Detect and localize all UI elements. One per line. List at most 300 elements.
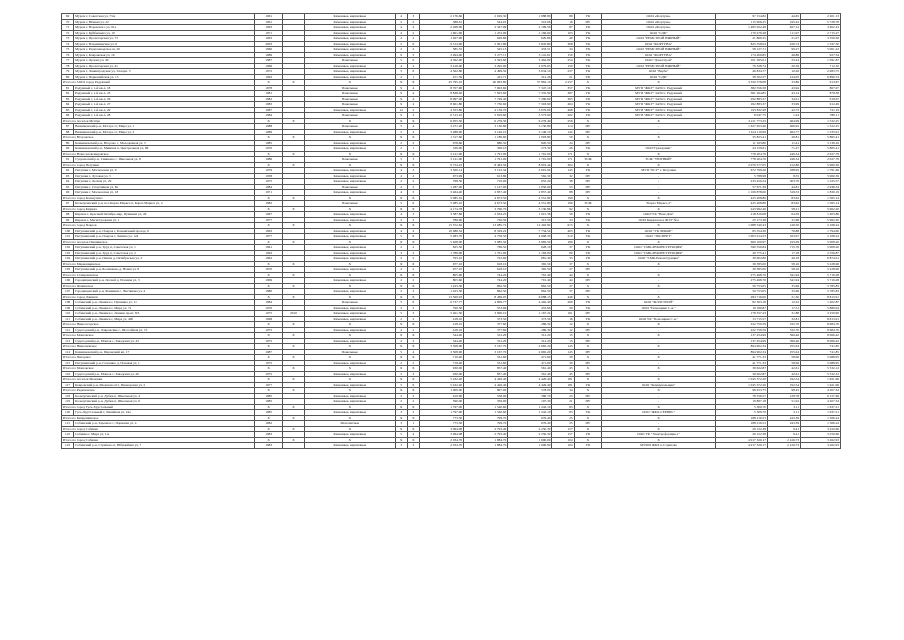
- subtotal-label: Итого по поселок Пекшинское: [62, 239, 255, 245]
- cell-residential-area: 3 167.70: [464, 349, 508, 355]
- cell-management-type: ИУ: [574, 173, 602, 179]
- cell-private-area: 701.40: [508, 278, 552, 284]
- cell-repair-cost: 5 309.70: [715, 404, 767, 410]
- cell-entrances: 2: [407, 36, 419, 42]
- subtotal-label: Итого по Новоселовскидовское: [62, 151, 255, 157]
- cell-management-company: ООО «Фортуна»: [602, 25, 716, 31]
- cell-max-cost-per-sqm: 5 228.06: [801, 261, 841, 267]
- cell-management-company: ООО «Фортуна»: [602, 14, 716, 20]
- cell-year-reconstructed: X: [282, 404, 304, 410]
- cell-total-area: 418.10: [419, 316, 463, 322]
- cell-row-number: 121: [62, 421, 74, 427]
- cell-wall-material: Каменные, кирпичные: [305, 278, 396, 284]
- cell-management-company: X: [602, 322, 716, 328]
- cell-max-cost-per-sqm: 5 088.95: [801, 360, 841, 366]
- cell-total-area: 2 268.00: [419, 25, 463, 31]
- cell-private-area: 862.50: [508, 283, 552, 289]
- cell-address: Судогодский р-н, Мошок с, Заводская ул, 26: [74, 371, 255, 377]
- cell-total-area: 10 086.52: [419, 228, 463, 234]
- cell-entrances: 2: [407, 107, 419, 113]
- cell-management-type: УК: [574, 52, 602, 58]
- cell-total-area: 4 562.80: [419, 69, 463, 75]
- subtotal-label: Итого по ЗАТО город Радужный: [62, 80, 255, 86]
- cell-management-company: ООО "ФОРТУНА": [602, 52, 716, 58]
- cell-repair-cost: 1 988 540.43: [715, 223, 767, 229]
- cell-floors: 2: [395, 256, 407, 262]
- cell-residents: 16: [552, 19, 574, 25]
- cell-total-area: 3 094.98: [419, 432, 463, 438]
- cell-year-built: X: [255, 294, 283, 300]
- cell-management-type: УК: [574, 107, 602, 113]
- cell-management-company: X: [602, 294, 716, 300]
- cell-management-type: УК: [574, 85, 602, 91]
- cell-cost-per-sqm: 21.30: [767, 294, 800, 300]
- cell-cost-per-sqm: 21.07: [767, 36, 800, 42]
- cell-total-area: 930.00: [419, 371, 463, 377]
- cell-total-area: 8 601.80: [419, 102, 463, 108]
- cell-residents: 12: [552, 327, 574, 333]
- cell-address: Петушки г, Луговая ул, 5: [74, 173, 255, 179]
- cell-row-number: 81: [62, 85, 74, 91]
- cell-management-company: ООО"Гражданин": [602, 146, 716, 152]
- cell-cost-per-sqm: 43.14: [767, 91, 800, 97]
- cell-total-area: 1 789.90: [419, 250, 463, 256]
- cell-cost-per-sqm: 193.09: [767, 239, 800, 245]
- subtotal-label: Итого по Мошокское: [62, 366, 255, 372]
- cell-row-number: 84: [62, 102, 74, 108]
- cell-floors: X: [395, 415, 407, 421]
- cell-max-cost-per-sqm: 1 547.50: [801, 41, 841, 47]
- cell-cost-per-sqm: 124.05: [767, 74, 800, 80]
- cell-total-area: 3 121.00: [419, 151, 463, 157]
- cell-address: Собинский р-н, Стрипово п, Юбилейная ул, 7: [74, 443, 255, 449]
- cell-max-cost-per-sqm: 5 865.41: [801, 146, 841, 152]
- cell-max-cost-per-sqm: 3 259.90: [801, 311, 841, 317]
- cell-entrances: 4: [407, 102, 419, 108]
- cell-year-built: 1987: [255, 107, 283, 113]
- cell-total-area: 4 553.80: [419, 107, 463, 113]
- cell-total-area: 3 094.98: [419, 426, 463, 432]
- cell-management-company: -: [602, 140, 716, 146]
- cell-entrances: 4: [407, 96, 419, 102]
- cell-year-built: X: [255, 377, 283, 383]
- cell-total-area: 805.60: [419, 278, 463, 284]
- cell-residents: 16: [552, 316, 574, 322]
- cell-management-type: X: [574, 135, 602, 141]
- subtotal-label: Итого по город Киржач: [62, 206, 255, 212]
- cell-management-type: ИУ: [574, 124, 602, 130]
- cell-management-company: ООО "РЕМСТРОЙ ЮЖНЫЙ": [602, 36, 716, 42]
- cell-year-built: X: [255, 415, 283, 421]
- cell-entrances: X: [407, 322, 419, 328]
- cell-entrances: X: [407, 223, 419, 229]
- cell-row-number: 78: [62, 63, 74, 69]
- cell-year-built: 1963: [255, 25, 283, 31]
- cell-management-type: X: [574, 118, 602, 124]
- cell-year-built: 1983: [255, 443, 283, 449]
- cell-residential-area: 897.00: [464, 388, 508, 394]
- cell-max-cost-per-sqm: 3 250.66: [801, 432, 841, 438]
- cell-wall-material: Каменные, кирпичные: [305, 399, 396, 405]
- cell-total-area: 5 085.10: [419, 201, 463, 207]
- cell-total-area: 5 083.70: [419, 234, 463, 240]
- cell-residential-area: 8 469.05: [464, 294, 508, 300]
- cell-address: Муром г, Советская ул, 73А: [74, 14, 255, 20]
- cell-repair-cost: 1 485 022.49: [715, 25, 767, 31]
- cell-private-area: 273.30: [508, 146, 552, 152]
- cell-residential-area: 769.50: [464, 245, 508, 251]
- cell-total-area: 3 494.00: [419, 52, 463, 58]
- cell-management-company: МУП "ЖКУ" ЗАТО г. Радужный: [602, 91, 716, 97]
- cell-total-area: 930.00: [419, 366, 463, 372]
- cell-wall-material: Каменные, кирпичные: [305, 360, 396, 366]
- cell-residents: 37: [552, 261, 574, 267]
- cell-private-area: 655.20: [508, 179, 552, 185]
- cell-max-cost-per-sqm: 5 719.28: [801, 272, 841, 278]
- cell-repair-cost: 101 365.01: [715, 58, 767, 64]
- cell-max-cost-per-sqm: 5 008.20: [801, 245, 841, 251]
- cell-residential-area: 4 673.50: [464, 195, 508, 201]
- cell-total-area: 3 508.90: [419, 344, 463, 350]
- cell-residents: 256: [552, 118, 574, 124]
- cell-private-area: 2 665.20: [508, 344, 552, 350]
- cell-management-type: X: [574, 272, 602, 278]
- cell-floors: X: [395, 283, 407, 289]
- cell-cost-per-sqm: 3.11: [767, 404, 800, 410]
- cell-total-area: 1 027.90: [419, 36, 463, 42]
- cell-entrances: X: [407, 80, 419, 86]
- cell-private-area: 681.40: [508, 256, 552, 262]
- cell-repair-cost: 1 903 014.53: [715, 234, 767, 240]
- cell-row-number: 98: [62, 212, 74, 218]
- cell-residents: 45: [552, 371, 574, 377]
- cell-management-company: МУП "ЖКУ" ЗАТО г. Радужный: [602, 102, 716, 108]
- cell-entrances: 4: [407, 228, 419, 234]
- cell-entrances: 4: [407, 349, 419, 355]
- cell-total-area: 9 754.22: [419, 162, 463, 168]
- cell-entrances: 2: [407, 250, 419, 256]
- cell-wall-material: Панельные: [305, 96, 396, 102]
- cell-address: Муром г, Ленинградская ул, 34 корп. 5: [74, 69, 255, 75]
- cell-private-area: 2 250.30: [508, 426, 552, 432]
- cell-residential-area: 1 540.60: [464, 404, 508, 410]
- cell-year-built: 1987: [255, 349, 283, 355]
- cell-repair-cost: 82 303.18: [715, 300, 767, 306]
- cell-entrances: 4: [407, 63, 419, 69]
- cell-floors: X: [395, 239, 407, 245]
- cell-year-reconstructed: X: [282, 333, 304, 339]
- cell-residents: 161: [552, 311, 574, 317]
- cell-year-built: X: [255, 322, 283, 328]
- cell-total-area: 2 034.70: [419, 443, 463, 449]
- cell-year-reconstructed: X: [282, 366, 304, 372]
- cell-repair-cost: 8 047.75: [715, 113, 767, 119]
- cell-year-built: 2003: [255, 41, 283, 47]
- cell-year-built: 1982: [255, 421, 283, 427]
- cell-max-cost-per-sqm: 6 874.01: [801, 256, 841, 262]
- cell-management-type: X: [574, 366, 602, 372]
- cell-management-company: -: [602, 360, 716, 366]
- cell-management-type: УК: [574, 146, 602, 152]
- cell-management-company: X: [602, 195, 716, 201]
- cell-cost-per-sqm: 98.45: [767, 388, 800, 394]
- cell-max-cost-per-sqm: 1 791.66: [801, 168, 841, 174]
- cell-total-area: 6 737.77: [419, 300, 463, 306]
- cell-floors: 2: [395, 140, 407, 146]
- cell-wall-material: Каменные, кирпичные: [305, 69, 396, 75]
- cell-residents: 199: [552, 195, 574, 201]
- cell-residential-area: 4 809.77: [464, 300, 508, 306]
- cell-year-built: 1972: [255, 69, 283, 75]
- cell-year-built: 1958: [255, 173, 283, 179]
- cell-cost-per-sqm: 26.81: [767, 135, 800, 141]
- cell-address: Петушинский р-н, Покров г, Ленина ул, 124: [74, 234, 255, 240]
- cell-cost-per-sqm: 3.11: [767, 410, 800, 416]
- cell-residential-area: 415.71: [464, 74, 508, 80]
- cell-floors: X: [395, 294, 407, 300]
- cell-management-type: УК: [574, 382, 602, 388]
- cell-wall-material: Каменные, кирпичные: [305, 393, 396, 399]
- cell-residents: 357: [552, 85, 574, 91]
- cell-entrances: 4: [407, 432, 419, 438]
- cell-management-type: X: [574, 283, 602, 289]
- cell-entrances: 6: [407, 201, 419, 207]
- cell-year-built: 1961: [255, 245, 283, 251]
- cell-residential-area: 359.00: [464, 399, 508, 405]
- cell-total-area: 773.30: [419, 421, 463, 427]
- cell-wall-material: Каменные, кирпичные: [305, 228, 396, 234]
- cell-max-cost-per-sqm: 5 719.28: [801, 278, 841, 284]
- cell-floors: 2: [395, 74, 407, 80]
- cell-private-area: 471.60: [508, 355, 552, 361]
- cell-address: Судогодский р-н, Лавровские с, Шоссейная ул, 15: [74, 327, 255, 333]
- cell-total-area: 3 416.00: [419, 63, 463, 69]
- cell-address: Петушки г, Спортивная ул, 6а: [74, 184, 255, 190]
- cell-residents: 145: [552, 168, 574, 174]
- cell-wall-material: X: [305, 366, 396, 372]
- cell-management-type: УК: [574, 256, 602, 262]
- cell-floors: 2: [395, 19, 407, 25]
- cell-row-number: 108: [62, 300, 74, 306]
- cell-cost-per-sqm: 532.70: [767, 322, 800, 328]
- cell-entrances: 4: [407, 91, 419, 97]
- cell-total-area: 1 601.90: [419, 30, 463, 36]
- cell-year-built: 1961: [255, 14, 283, 20]
- cell-max-cost-per-sqm: 4 207.34: [801, 388, 841, 394]
- cell-address: Кольчугинский р-н, Дубки п, Школьная ул, 4: [74, 393, 255, 399]
- cell-repair-cost: 39 385.00: [715, 267, 767, 273]
- cell-management-type: УК: [574, 74, 602, 80]
- cell-year-built: X: [255, 151, 283, 157]
- cell-year-built: X: [255, 261, 283, 267]
- cell-wall-material: X: [305, 355, 396, 361]
- cell-private-area: 862.50: [508, 289, 552, 295]
- cell-wall-material: Каменные, кирпичные: [305, 212, 396, 218]
- cell-management-company: ООО "Помощник С.А.": [602, 305, 716, 311]
- cell-year-built: X: [255, 355, 283, 361]
- cell-residential-area: 2 793.40: [464, 432, 508, 438]
- cell-private-area: 3 146.10: [508, 129, 552, 135]
- cell-residential-area: 4 426.40: [464, 377, 508, 383]
- cell-residents: 83: [552, 410, 574, 416]
- cell-row-number: 89: [62, 140, 74, 146]
- cell-max-cost-per-sqm: 5 088.95: [801, 355, 841, 361]
- cell-row-number: 100: [62, 228, 74, 234]
- cell-cost-per-sqm: 31.98: [767, 217, 800, 223]
- cell-residents: 92: [552, 206, 574, 212]
- cell-wall-material: Каменные, кирпичные: [305, 382, 396, 388]
- cell-residential-area: 1 189.60: [464, 135, 508, 141]
- cell-max-cost-per-sqm: 1 532.25: [801, 118, 841, 124]
- table-row: [62, 443, 841, 449]
- cell-floors: 2: [395, 327, 407, 333]
- cell-entrances: 4: [407, 129, 419, 135]
- cell-management-company: ООО "ЭКСПЕРТ": [602, 234, 716, 240]
- cell-private-area: 7 335.90: [508, 91, 552, 97]
- cell-cost-per-sqm: 532.70: [767, 327, 800, 333]
- cell-management-company: -: [602, 338, 716, 344]
- cell-total-area: 471.59: [419, 74, 463, 80]
- cell-entrances: 4: [407, 25, 419, 31]
- cell-residential-area: 373.50: [464, 316, 508, 322]
- subtotal-label: Итого по Фоминское: [62, 283, 255, 289]
- cell-max-cost-per-sqm: 5 865.41: [801, 135, 841, 141]
- cell-residents: 199: [552, 201, 574, 207]
- cell-repair-cost: 13 715.57: [715, 316, 767, 322]
- cell-residents: 157: [552, 432, 574, 438]
- cell-management-company: X: [602, 426, 716, 432]
- cell-year-reconstructed: X: [282, 437, 304, 443]
- cell-total-area: 1 797.00: [419, 410, 463, 416]
- subtotal-label: Итого по Второвское: [62, 135, 255, 141]
- cell-cost-per-sqm: 42.61: [767, 366, 800, 372]
- cell-row-number: 91: [62, 157, 74, 163]
- cell-wall-material: Каменные, кирпичные: [305, 316, 396, 322]
- cell-total-area: 339.00: [419, 146, 463, 152]
- cell-repair-cost: 57 671.39: [715, 184, 767, 190]
- cell-private-area: 1 690.60: [508, 437, 552, 443]
- cell-residents: 12: [552, 322, 574, 328]
- cell-management-company: ООО «Фортуна»: [602, 19, 716, 25]
- cell-row-number: 113: [62, 338, 74, 344]
- cell-entrances: 2: [407, 267, 419, 273]
- cell-max-cost-per-sqm: 912.49: [801, 102, 841, 108]
- cell-private-area: 562.30: [508, 173, 552, 179]
- cell-management-company: X: [602, 151, 716, 157]
- cell-cost-per-sqm: 1.24: [767, 113, 800, 119]
- cell-cost-per-sqm: 33.99: [767, 102, 800, 108]
- cell-wall-material: Каменные, кирпичные: [305, 30, 396, 36]
- cell-residents: 44: [552, 272, 574, 278]
- cell-residents: 368: [552, 41, 574, 47]
- cell-total-area: 1 423.30: [419, 289, 463, 295]
- cell-wall-material: X: [305, 426, 396, 432]
- cell-residential-area: 531.60: [464, 355, 508, 361]
- cell-management-type: X: [574, 261, 602, 267]
- cell-private-area: 676.40: [508, 421, 552, 427]
- cell-cost-per-sqm: 255.04: [767, 344, 800, 350]
- cell-management-type: УК: [574, 212, 602, 218]
- cell-management-company: МУМП ЖКХ п.Стрипово: [602, 443, 716, 449]
- cell-year-built: 1987: [255, 58, 283, 64]
- cell-entrances: 1: [407, 74, 419, 80]
- cell-residents: 237: [552, 69, 574, 75]
- cell-year-reconstructed: X: [282, 355, 304, 361]
- cell-wall-material: Панельные: [305, 157, 396, 163]
- subtotal-label: Итого по город Гусь-Хрустальный: [62, 404, 255, 410]
- cell-floors: 2: [395, 289, 407, 295]
- cell-cost-per-sqm: 33.86: [767, 80, 800, 86]
- cell-entrances: 6: [407, 382, 419, 388]
- cell-cost-per-sqm: 462.77: [767, 129, 800, 135]
- cell-year-reconstructed: X: [282, 151, 304, 157]
- cell-repair-cost: 1 045 372.20: [715, 382, 767, 388]
- cell-entrances: 2: [407, 338, 419, 344]
- cell-management-type: УК: [574, 228, 602, 234]
- cell-floors: X: [395, 377, 407, 383]
- cell-private-area: 7 290.60: [508, 96, 552, 102]
- cell-cost-per-sqm: 32.81: [767, 316, 800, 322]
- cell-residents: 181: [552, 382, 574, 388]
- cell-wall-material: Каменные, кирпичные: [305, 63, 396, 69]
- cell-wall-material: Каменные, кирпичные: [305, 25, 396, 31]
- cell-cost-per-sqm: 20.59: [767, 63, 800, 69]
- cell-floors: 2: [395, 173, 407, 179]
- cell-private-area: 561.40: [508, 366, 552, 372]
- cell-total-area: 5 401.50: [419, 311, 463, 317]
- cell-management-company: X: [602, 239, 716, 245]
- cell-residents: 26: [552, 146, 574, 152]
- cell-entrances: 2: [407, 393, 419, 399]
- cell-total-area: 6 513.10: [419, 113, 463, 119]
- cell-management-type: ИУ: [574, 399, 602, 405]
- cell-entrances: X: [407, 404, 419, 410]
- cell-max-cost-per-sqm: 2 556.87: [801, 250, 841, 256]
- cell-private-area: 4 668.30: [508, 234, 552, 240]
- cell-total-area: 8 838.40: [419, 91, 463, 97]
- cell-residents: 33: [552, 217, 574, 223]
- cell-wall-material: X: [305, 223, 396, 229]
- cell-row-number: 85: [62, 107, 74, 113]
- cell-total-area: 588.61: [419, 19, 463, 25]
- cell-wall-material: X: [305, 404, 396, 410]
- cell-repair-cost: 778 204.76: [715, 157, 767, 163]
- cell-row-number: 123: [62, 443, 74, 449]
- cell-residential-area: 2 857.40: [464, 190, 508, 196]
- cell-repair-cost: 39 385.00: [715, 261, 767, 267]
- cell-year-built: 1980: [255, 289, 283, 295]
- subtotal-label: Итого по город Кольчугино: [62, 195, 255, 201]
- cell-wall-material: X: [305, 333, 396, 339]
- cell-repair-cost: 218 819.08: [715, 212, 767, 218]
- cell-total-area: 768.50: [419, 179, 463, 185]
- cell-management-type: X: [574, 151, 602, 157]
- cell-management-type: УК: [574, 102, 602, 108]
- cell-management-type: ИУ: [574, 140, 602, 146]
- cell-row-number: 109: [62, 305, 74, 311]
- cell-management-company: X: [602, 118, 716, 124]
- cell-floors: 2: [395, 47, 407, 53]
- cell-residents: 364: [552, 162, 574, 168]
- cell-residents: 2 257: [552, 80, 574, 86]
- cell-management-company: -: [602, 399, 716, 405]
- cell-max-cost-per-sqm: 741.19: [801, 107, 841, 113]
- cell-cost-per-sqm: 17.18: [767, 250, 800, 256]
- cell-residents: 104: [552, 443, 574, 449]
- cell-wall-material: X: [305, 344, 396, 350]
- cell-wall-material: X: [305, 135, 396, 141]
- cell-cost-per-sqm: 9.41: [767, 426, 800, 432]
